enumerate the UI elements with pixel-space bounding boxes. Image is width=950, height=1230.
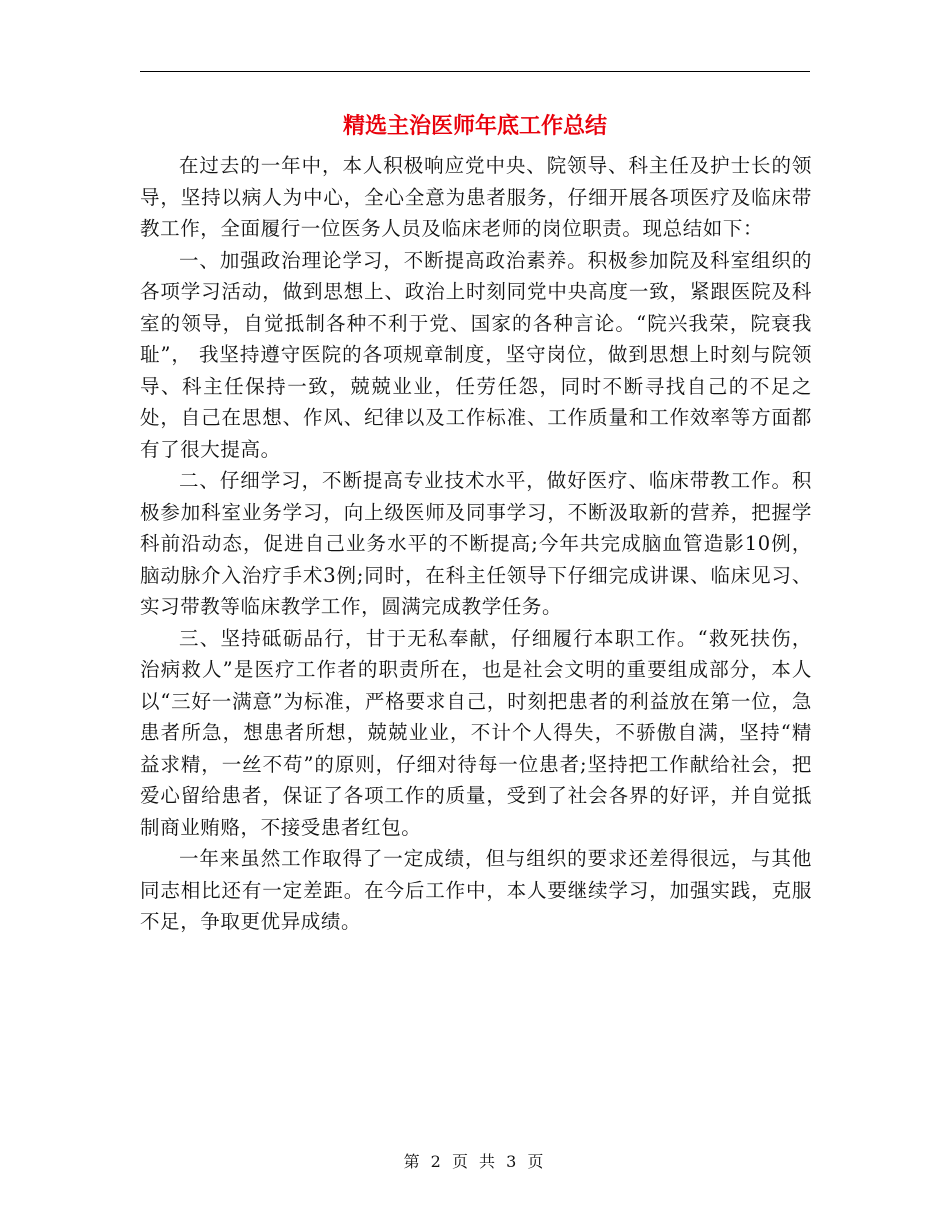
document-title: 精选主治医师年底工作总结 (342, 113, 607, 139)
paragraph-conclusion: 一年来虽然工作取得了一定成绩，但与组织的要求还差得很远，与其他同志相比还有一定差距。在今后工作中，本人要继续学习，加强实践，克服不足，争取更优异成绩。 (140, 847, 812, 933)
header-rule (140, 71, 810, 72)
paragraph-intro: 在过去的一年中，本人积极响应党中央、院领导、科主任及护士长的领导，坚持以病人为中心，全心全意为患者服务，仔细开展各项医疗及临床带教工作，全面履行一位医务人员及临床老师的岗位职责。现总结如下： (140, 154, 812, 240)
page-number-footer: 第 2 页 共 3 页 (403, 1152, 547, 1171)
paragraph-section-1: 一、加强政治理论学习，不断提高政治素养。积极参加院及科室组织的各项学习活动，做到思想上、政治上时刻同党中央高度一致，紧跟医院及科室的领导，自觉抵制各种不利于党、国家的各种言论。“院兴我荣，院衰我耻”， 我坚持遵守医院的各项规章制度，坚守岗位，做到思想上时刻与院领导、科主任保持一致，兢兢业业，任劳任怨，同时不断寻找自己的不足之处，自己在思想、作风、纪律以及工作标准、工作质量和工作效率等方面都有了很大提高。 (140, 248, 812, 461)
paragraph-section-2: 二、仔细学习，不断提高专业技术水平，做好医疗、临床带教工作。积极参加科室业务学习，向上级医师及同事学习，不断汲取新的营养，把握学科前沿动态，促进自己业务水平的不断提高;今年共完成脑血管造影10例，脑动脉介入治疗手术3例;同时，在科主任领导下仔细完成讲课、临床见习、实习带教等临床教学工作，圆满完成教学任务。 (140, 469, 812, 618)
paragraph-section-3: 三、坚持砥砺品行，甘于无私奉献，仔细履行本职工作。“救死扶伤，治病救人”是医疗工作者的职责所在，也是社会文明的重要组成部分，本人以“三好一满意”为标准，严格要求自己，时刻把患者的利益放在第一位，急患者所急，想患者所想，兢兢业业，不计个人得失，不骄傲自满，坚持“精益求精，一丝不苟”的原则，仔细对待每一位患者;坚持把工作献给社会，把爱心留给患者，保证了各项工作的质量，受到了社会各界的好评，并自觉抵制商业贿赂，不接受患者红包。 (140, 626, 812, 839)
document-body (140, 150, 812, 938)
